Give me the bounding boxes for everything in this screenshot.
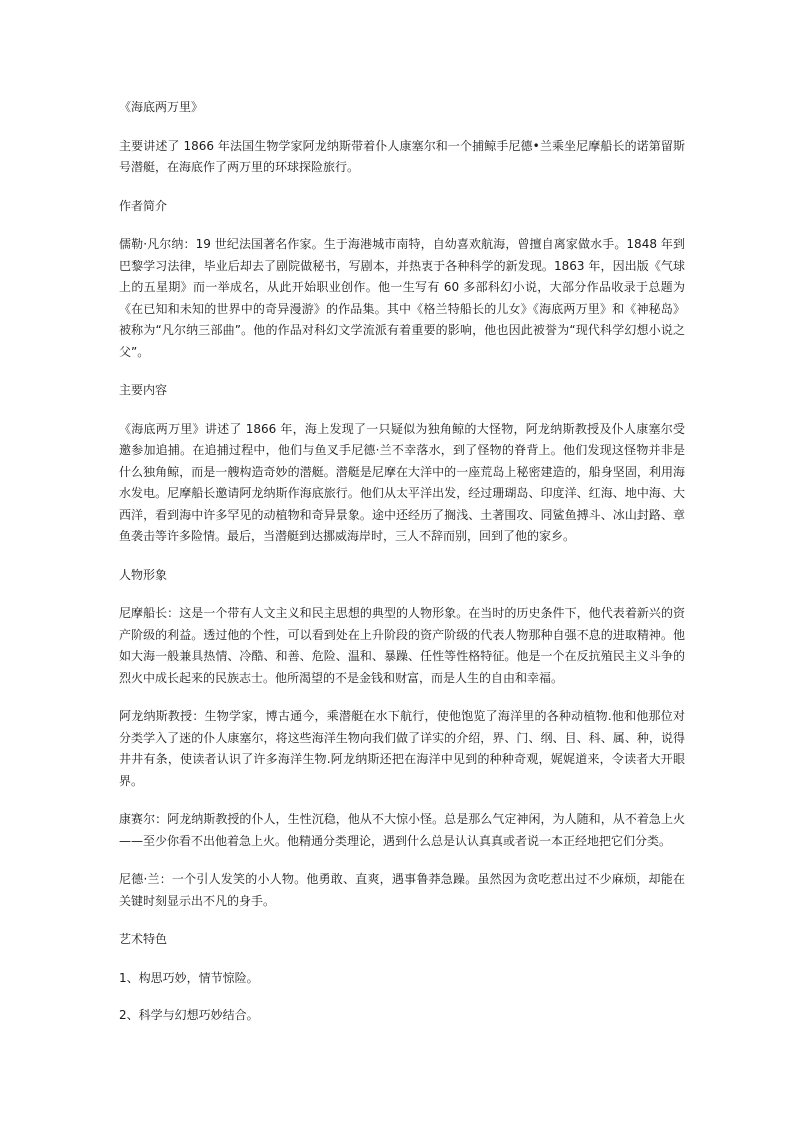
art-point-2: 2、科学与幻想巧妙结合。 xyxy=(119,1008,259,1022)
content-paragraph: 《海底两万里》讲述了 1866 年，海上发现了一只疑似为独角鲸的大怪物，阿龙纳斯教授及仆人康塞尔受邀参加追捕。在追捕过程中，他们与鱼叉手尼德·兰不幸落水，到了怪物的脊背上。他们发现这怪物并非是什么独角鲸，而是一艘构造奇妙的潜艇。潜艇是尼摩在大洋中的一座荒岛上秘密建造的，船身坚固，利用海水发电。尼摩船长邀请阿龙纳斯作海底旅行。他们从太平洋出发，经过珊瑚岛、印度洋、红海、地中海、大西洋，看到海中许多罕见的动植物和奇异景象。途中还经历了搁浅、土著围攻、同鲨鱼搏斗、冰山封路、章鱼袭击等许多险情。最后，当潜艇到达挪威海岸时，三人不辞而别，回到了他的家乡。 xyxy=(119,421,685,543)
content-heading: 主要内容 xyxy=(119,383,168,397)
author-heading: 作者简介 xyxy=(119,198,168,213)
art-heading: 艺术特色 xyxy=(119,932,168,946)
book-title: 《海底两万里》 xyxy=(119,100,204,114)
art-point-1: 1、构思巧妙，情节惊险。 xyxy=(119,970,259,985)
author-paragraph: 儒勒·凡尔纳：19 世纪法国著名作家。生于海港城市南特，自幼喜欢航海，曾擅自离家做水手。1848 年到巴黎学习法律，毕业后却去了剧院做秘书，写剧本，并热衷于各种科学的新发现。1863 年，因出版《气球上的五星期》而一举成名，从此开始职业创作。他一生写有 60 多部科幻小说，大部分作品收录于总题为《在已知和未知的世界中的奇异漫游》的作品集。其中《格兰特船长的儿女》《海底两万里》和《神秘岛》被称为“凡尔纳三部曲”。他的作品对科幻文学流派有着重要的影响，他也因此被誉为“现代科学幻想小说之父”。 xyxy=(119,237,685,359)
character-aronnax-paragraph: 阿龙纳斯教授：生物学家，博古通今，乘潜艇在水下航行，使他饱览了海洋里的各种动植物.他和他那位对分类学入了迷的仆人康塞尔，将这些海洋生物向我们做了详实的介绍，界、门、纲、目、科、属、种，说得井井有条，使读者认识了许多海洋生物.阿龙纳斯还把在海洋中见到的种种奇观，娓娓道来，令读者大开眼界。 xyxy=(119,709,685,788)
document-body xyxy=(119,97,685,1044)
character-nemo-paragraph: 尼摩船长：这是一个带有人文主义和民主思想的典型的人物形象。在当时的历史条件下，他代表着新兴的资产阶级的利益。透过他的个性，可以看到处在上升阶段的资产阶级的代表人物那种自强不息的进取精神。他如大海一般兼具热情、冷酷、和善、危险、温和、暴躁、任性等性格特征。他是一个在反抗殖民主义斗争的烈火中成长起来的民族志士。他所渴望的不是金钱和财富，而是人生的自由和幸福。 xyxy=(119,606,685,685)
character-ned-paragraph: 尼德·兰：一个引人发笑的小人物。他勇敢、直爽，遇事鲁莽急躁。虽然因为贪吃惹出过不少麻烦，却能在关键时刻显示出不凡的身手。 xyxy=(119,872,685,908)
summary-paragraph: 主要讲述了 1866 年法国生物学家阿龙纳斯带着仆人康塞尔和一个捕鲸手尼德•兰乘坐尼摩船长的诺第留斯号潜艇，在海底作了两万里的环球探险旅行。 xyxy=(119,138,686,174)
characters-heading: 人物形象 xyxy=(119,567,168,582)
character-conseil-paragraph: 康赛尔：阿龙纳斯教授的仆人，生性沉稳，他从不大惊小怪。总是那么气定神闲，为人随和，从不着急上火——至少你看不出他着急上火。他精通分类理论，遇到什么总是认认真真或者说一本正经地把它们分类。 xyxy=(119,812,685,848)
